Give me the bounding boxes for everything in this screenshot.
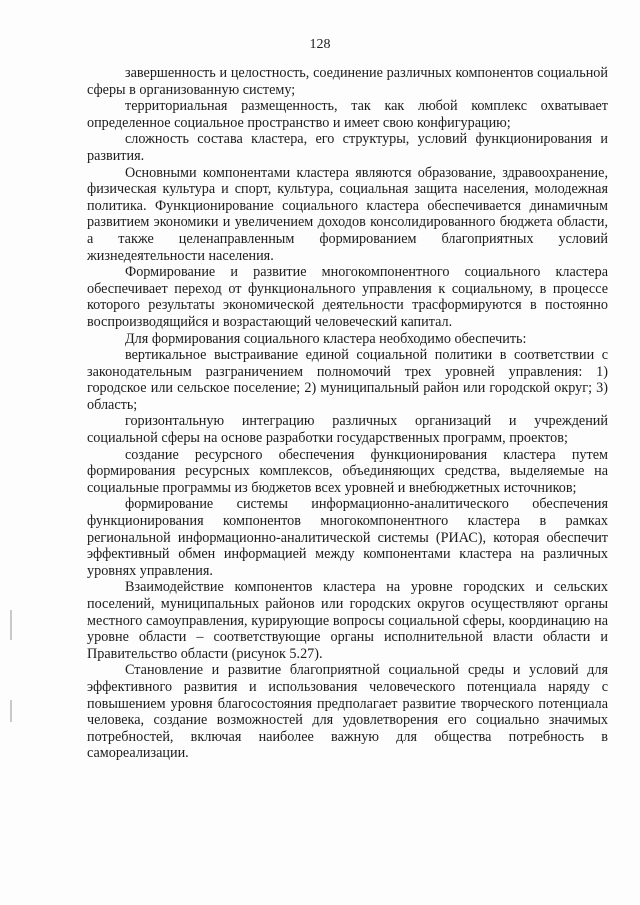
paragraph: Становление и развитие благоприятной социальной среды и условий для эффективного развития и использования человеческого потенциала наряду с повышением уровня благосостояния предполагает развитие творческого потенциала человека, создание возможностей для удовлетворения его социально значимых потребностей, включая наиболее важную для общества потребность в самореализации. — [87, 662, 608, 762]
paragraph: Формирование и развитие многокомпонентного социального кластера обеспечивает переход от функционального управления к социальному, в процессе которого результаты экономической деятельности трасформируются в постоянно воспроизводящийся и возрастающий человеческий капитал. — [87, 264, 608, 330]
paragraph: Взаимодействие компонентов кластера на уровне городских и сельских поселений, муниципальных районов или городских округов осуществляют органы местного самоуправления, курирующие вопросы социальной сферы, координацию на уровне области – соответствующие органы исполнительной власти области и Правительство области (рисунок 5.27). — [87, 579, 608, 662]
document-body — [87, 65, 608, 762]
paragraph: завершенность и целостность, соединение различных компонентов социальной сферы в организованную систему; — [87, 65, 608, 98]
scan-margin-mark — [10, 610, 12, 640]
page-number: 128 — [309, 37, 331, 52]
paragraph: горизонтальную интеграцию различных организаций и учреждений социальной сферы на основе разработки государственных программ, проектов; — [87, 413, 608, 447]
paragraph: вертикальное выстраивание единой социальной политики в соответствии с законодательным разграничением полномочий трех уровней управления: 1) городское или сельское поселение; 2) муниципальный район или городской округ; 3) область; — [87, 347, 608, 413]
scan-margin-mark — [10, 700, 12, 722]
paragraph: формирование системы информационно-аналитического обеспечения функционирования компонентов многокомпонентного кластера в рамках региональной информационно-аналитической системы (РИАС), которая обеспечит эффективный обмен информацией между компонентами кластера на различных уровнях управления. — [87, 496, 608, 579]
paragraph: Основными компонентами кластера являются образование, здравоохранение, физическая культура и спорт, культура, социальная защита населения, молодежная политика. Функционирование социального кластера обеспечивается динамичным развитием экономики и увеличением доходов консолидированного бюджета области, а также целенаправленным формированием благоприятных условий жизнедеятельности населения. — [87, 164, 608, 264]
paragraph: создание ресурсного обеспечения функционирования кластера путем формирования ресурсных комплексов, объединяющих средства, выделяемые на социальные программы из бюджетов всех уровней и внебюджетных источников; — [87, 446, 608, 496]
paragraph: сложность состава кластера, его структуры, условий функционирования и развития. — [87, 131, 608, 164]
paragraph: территориальная размещенность, так как любой комплекс охватывает определенное социальное пространство и имеет свою конфигурацию; — [87, 98, 608, 131]
paragraph: Для формирования социального кластера необходимо обеспечить: — [125, 330, 527, 347]
